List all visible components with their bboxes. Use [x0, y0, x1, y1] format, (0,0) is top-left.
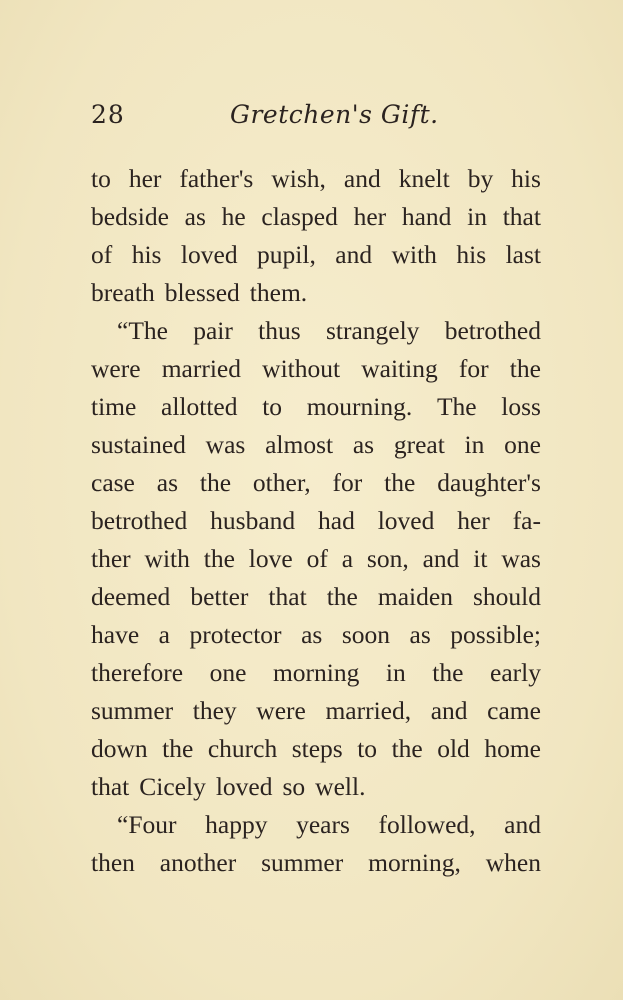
text-line	[91, 730, 541, 768]
word: one	[504, 430, 541, 459]
word: his	[511, 164, 541, 193]
word: mourning.	[306, 392, 413, 421]
word: for	[458, 354, 489, 383]
word: The	[436, 392, 477, 421]
text-line	[91, 198, 541, 236]
word: without	[262, 354, 341, 383]
word: home	[484, 734, 541, 763]
word: should	[472, 582, 541, 611]
word: in	[467, 202, 487, 231]
word: the	[384, 468, 416, 497]
word: them.	[249, 278, 308, 307]
page-header	[91, 98, 541, 138]
word: loved	[377, 506, 435, 535]
word: came	[487, 696, 541, 725]
word: loved	[215, 772, 273, 801]
word: last	[505, 240, 541, 269]
word: had	[318, 506, 355, 535]
word: that	[91, 772, 130, 801]
word: so	[282, 772, 306, 801]
text-line	[91, 806, 541, 844]
word: for	[332, 468, 363, 497]
word: the	[162, 734, 194, 763]
word: the	[432, 658, 464, 687]
text-line	[91, 502, 541, 540]
word: a	[341, 544, 354, 573]
text-line	[91, 540, 541, 578]
word: as	[184, 202, 206, 231]
word: time	[91, 392, 137, 421]
word: church	[207, 734, 278, 763]
word: the	[199, 468, 232, 497]
word: Cicely	[139, 772, 206, 801]
word: that	[268, 582, 307, 611]
word: as	[301, 620, 323, 649]
word: betrothed	[444, 316, 541, 345]
word: in	[464, 430, 485, 459]
word: and	[430, 696, 468, 725]
text-line	[91, 692, 541, 730]
word: summer	[91, 696, 174, 725]
word: daughter's	[437, 468, 541, 497]
word: a	[158, 620, 170, 649]
word: possible;	[450, 620, 541, 649]
word: “Four	[117, 810, 177, 839]
word: betrothed	[91, 506, 188, 535]
word: were	[91, 354, 141, 383]
word: well.	[315, 772, 366, 801]
word: and	[504, 810, 541, 839]
word: great	[393, 430, 445, 459]
word: the	[203, 544, 235, 573]
word: the	[326, 582, 358, 611]
word: knelt	[398, 164, 450, 193]
word: love	[248, 544, 293, 573]
word: with	[144, 544, 190, 573]
text-line	[91, 616, 541, 654]
word: other,	[252, 468, 311, 497]
word: summer	[261, 848, 344, 877]
word: ther	[91, 544, 131, 573]
word: her	[457, 506, 490, 535]
word: her	[128, 164, 162, 193]
word: have	[91, 620, 140, 649]
word: the	[509, 354, 541, 383]
word: then	[91, 848, 135, 877]
word: pair	[193, 316, 233, 345]
word: as	[352, 430, 375, 459]
word: almost	[265, 430, 334, 459]
word: allotted	[161, 392, 238, 421]
text-line	[91, 274, 541, 312]
word: therefore	[91, 658, 184, 687]
word: thus	[258, 316, 301, 345]
word: with	[391, 240, 437, 269]
word: years	[296, 810, 350, 839]
word: his	[456, 240, 487, 269]
word: husband	[210, 506, 296, 535]
text-line	[91, 844, 541, 882]
word: loved	[180, 240, 238, 269]
text-line	[91, 236, 541, 274]
text-line	[91, 426, 541, 464]
word: “The	[117, 316, 168, 345]
word: deemed	[91, 582, 171, 611]
page-number: 28	[91, 100, 125, 129]
word: wish,	[271, 164, 326, 193]
word: he	[221, 202, 246, 231]
word: was	[205, 430, 246, 459]
word: and	[335, 240, 373, 269]
word: morning,	[368, 848, 461, 877]
word: in	[385, 658, 406, 687]
word: loss	[501, 392, 541, 421]
word: when	[485, 848, 541, 877]
text-line	[91, 768, 541, 806]
text-line	[91, 388, 541, 426]
word: that	[502, 202, 541, 231]
word: to	[91, 164, 111, 193]
word: maiden	[377, 582, 453, 611]
word: strangely	[325, 316, 420, 345]
word: of	[306, 544, 328, 573]
text-line	[91, 160, 541, 198]
word: the	[391, 734, 423, 763]
word: and	[343, 164, 381, 193]
word: as	[156, 468, 179, 497]
word: another	[159, 848, 237, 877]
word: morning	[272, 658, 360, 687]
word: as	[409, 620, 431, 649]
word: blessed	[164, 278, 240, 307]
word: early	[490, 658, 541, 687]
word: his	[131, 240, 162, 269]
text-line	[91, 464, 541, 502]
word: was	[501, 544, 541, 573]
word: to	[262, 392, 283, 421]
text-line	[91, 578, 541, 616]
word: followed,	[378, 810, 476, 839]
word: to	[357, 734, 378, 763]
word: down	[91, 734, 148, 763]
word: and	[422, 544, 460, 573]
word: her	[353, 202, 387, 231]
body-text	[91, 160, 541, 882]
word: case	[91, 468, 135, 497]
running-title: Gretchen's Gift.	[230, 100, 439, 129]
word: bedside	[91, 202, 169, 231]
word: protector	[189, 620, 282, 649]
word: better	[190, 582, 249, 611]
word: of	[91, 240, 113, 269]
word: one	[209, 658, 247, 687]
word: it	[473, 544, 488, 573]
word: they	[192, 696, 237, 725]
word: married	[161, 354, 241, 383]
word: fa-	[512, 506, 541, 535]
word: steps	[291, 734, 343, 763]
word: clasped	[261, 202, 338, 231]
word: son,	[366, 544, 409, 573]
word: breath	[91, 278, 155, 307]
text-line	[91, 654, 541, 692]
word: old	[437, 734, 470, 763]
word: hand	[401, 202, 452, 231]
word: waiting	[361, 354, 438, 383]
word: were	[256, 696, 306, 725]
word: pupil,	[257, 240, 316, 269]
word: married,	[325, 696, 412, 725]
text-line	[91, 350, 541, 388]
word: sustained	[91, 430, 186, 459]
word: happy	[205, 810, 268, 839]
text-line	[91, 312, 541, 350]
word: by	[467, 164, 494, 193]
word: soon	[341, 620, 391, 649]
word: father's	[179, 164, 254, 193]
